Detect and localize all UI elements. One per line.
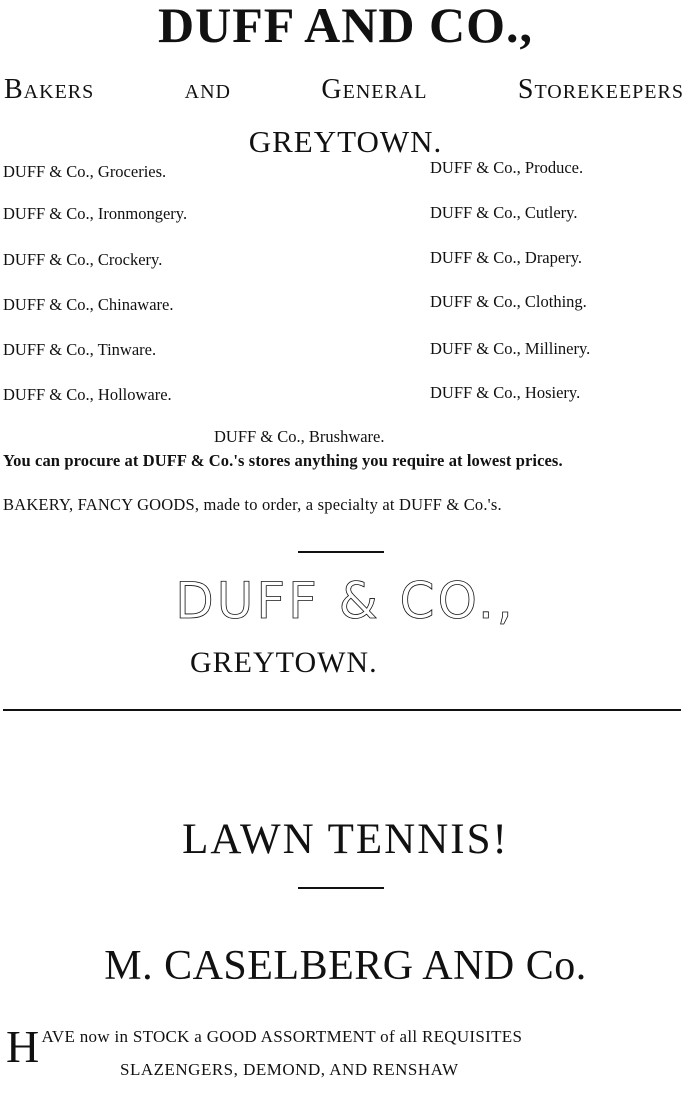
footer-title: DUFF & CO., (175, 572, 516, 630)
department-right-item: DUFF & Co., Drapery. (430, 248, 583, 267)
tennis-headline: LAWN TENNIS! (182, 816, 509, 863)
department-left-item: DUFF & Co., Ironmongery. (3, 204, 188, 223)
subtitle-word: General (321, 74, 428, 105)
drop-cap: H (6, 1021, 40, 1072)
section-divider (298, 887, 384, 889)
subtitle-word: Bakers (4, 74, 95, 105)
footer-location: GREYTOWN. (190, 646, 378, 679)
department-right-item: DUFF & Co., Clothing. (430, 292, 587, 311)
procure-statement: You can procure at DUFF & Co.'s stores anything you require at lowest prices. (3, 451, 563, 470)
department-left-item: DUFF & Co., Tinware. (3, 340, 157, 359)
brand-list: SLAZENGERS, DEMOND, AND RENSHAW (120, 1060, 459, 1079)
subtitle-word: and (184, 74, 231, 105)
advert-divider (3, 709, 681, 711)
department-left-item: DUFF & Co., Crockery. (3, 250, 163, 269)
subtitle-word: Storekeepers (517, 74, 684, 105)
department-left-item: DUFF & Co., Holloware. (3, 385, 172, 404)
tennis-body-rest: AVE now in STOCK a GOOD ASSORTMENT of all REQUISITES (41, 1027, 523, 1046)
store-subtitle (4, 74, 684, 106)
department-right-item: DUFF & Co., Produce. (430, 158, 584, 177)
department-left-item: DUFF & Co., Chinaware. (3, 295, 174, 314)
section-divider (298, 551, 384, 553)
bakery-statement: BAKERY, FANCY GOODS, made to order, a specialty at DUFF & Co.'s. (3, 495, 502, 514)
department-center-item: DUFF & Co., Brushware. (214, 427, 385, 446)
department-right-item: DUFF & Co., Cutlery. (430, 203, 578, 222)
store-title: DUFF AND CO., (157, 0, 533, 53)
department-left-item: DUFF & Co., Groceries. (3, 162, 167, 181)
department-right-item: DUFF & Co., Millinery. (430, 339, 591, 358)
merchant-name: M. CASELBERG AND Co. (104, 943, 587, 989)
store-location: GREYTOWN. (248, 124, 443, 159)
department-right-item: DUFF & Co., Hosiery. (430, 383, 581, 402)
